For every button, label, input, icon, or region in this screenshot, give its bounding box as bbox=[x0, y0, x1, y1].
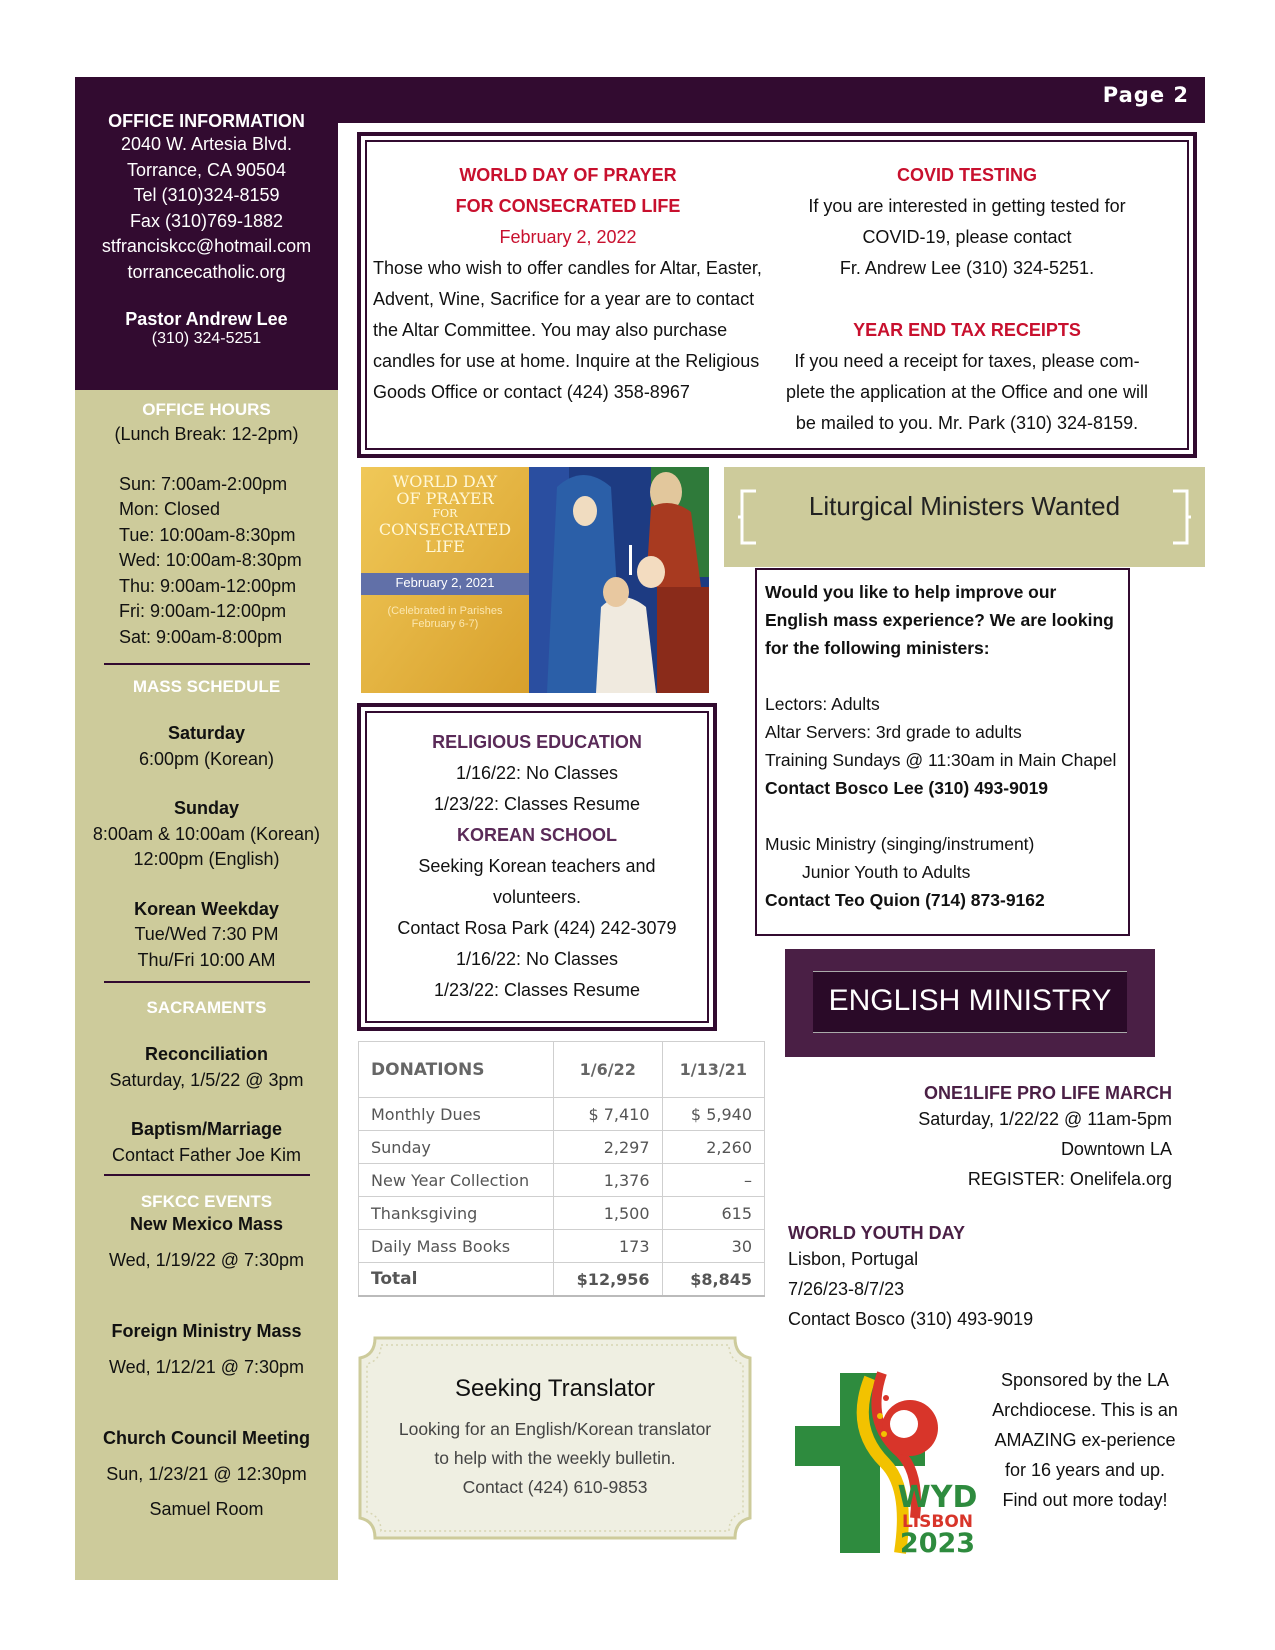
wyd-logo-text: 2023 bbox=[899, 1528, 976, 1559]
prayer-title1: WORLD DAY OF PRAYER bbox=[459, 165, 677, 185]
image-title-line: LIFE bbox=[425, 537, 465, 556]
korean-school-line: 1/16/22: No Classes bbox=[455, 949, 619, 969]
translator-line: Looking for an English/Korean translator bbox=[398, 1419, 712, 1439]
image-note bbox=[361, 605, 529, 631]
religious-education-inner bbox=[365, 711, 709, 1023]
office-title: OFFICE INFORMATION bbox=[108, 111, 305, 131]
image-note-line: February 6-7) bbox=[411, 618, 479, 630]
consecrated-life-image bbox=[361, 467, 709, 693]
event-name: New Mexico Mass bbox=[129, 1214, 284, 1234]
religious-ed-line: 1/23/22: Classes Resume bbox=[433, 794, 641, 814]
korean-school-title: KOREAN SCHOOL bbox=[456, 825, 617, 845]
english-ministry-banner bbox=[785, 949, 1155, 1057]
mass-schedule-title: MASS SCHEDULE bbox=[132, 677, 281, 696]
table-cell: 1,376 bbox=[554, 1164, 663, 1197]
table-cell: 615 bbox=[662, 1197, 764, 1230]
wyd-logo-text: WYD bbox=[897, 1480, 978, 1515]
wyd-line: 7/26/23-8/7/23 bbox=[788, 1279, 905, 1299]
prolife-line: Downtown LA bbox=[1060, 1139, 1172, 1159]
reconciliation: Reconciliation bbox=[144, 1044, 269, 1064]
liturgical-intro: Would you like to help improve our English mass experience? We are looking for the following ministers: bbox=[765, 582, 1114, 658]
korean-school-line: volunteers. bbox=[492, 887, 582, 907]
wyd-title: WORLD YOUTH DAY bbox=[788, 1223, 966, 1243]
covid-section bbox=[767, 160, 1167, 439]
liturgical-music: Music Ministry (singing/instrument) bbox=[765, 834, 1035, 854]
divider bbox=[104, 663, 310, 665]
office-hours-title: OFFICE HOURS bbox=[142, 400, 271, 419]
table-row bbox=[359, 1197, 765, 1230]
liturgical-box bbox=[755, 568, 1130, 936]
covid-line: Fr. Andrew Lee (310) 324-5251. bbox=[839, 258, 1095, 278]
image-title-line: CONSECRATED bbox=[378, 520, 512, 539]
religious-ed-title: RELIGIOUS EDUCATION bbox=[432, 732, 642, 752]
events-title: SFKCC EVENTS bbox=[140, 1192, 273, 1211]
prolife-title: ONE1LIFE PRO LIFE MARCH bbox=[923, 1083, 1172, 1103]
english-ministry-inner bbox=[813, 971, 1127, 1033]
table-cell: $ 5,940 bbox=[662, 1098, 764, 1131]
baptism-contact: Contact Father Joe Kim bbox=[111, 1144, 302, 1165]
announcements-box bbox=[357, 132, 1197, 458]
pastor-name: Pastor Andrew Lee bbox=[125, 309, 288, 329]
table-cell: Total bbox=[359, 1263, 554, 1297]
table-row bbox=[359, 1164, 765, 1197]
prolife-line: Saturday, 1/22/22 @ 11am-5pm bbox=[918, 1109, 1172, 1129]
image-title-line: FOR bbox=[432, 507, 458, 520]
mass-sunday-time1: 8:00am & 10:00am (Korean) bbox=[92, 823, 321, 844]
translator-line: Contact (424) 610-9853 bbox=[462, 1477, 648, 1497]
office-website[interactable]: torrancecatholic.org bbox=[127, 261, 286, 282]
korean-school-line: Contact Rosa Park (424) 242-3079 bbox=[397, 918, 677, 938]
table-cell: 2,260 bbox=[662, 1131, 764, 1164]
hours-day: Sun: 7:00am-2:00pm bbox=[119, 473, 288, 494]
hours-day: Wed: 10:00am-8:30pm bbox=[119, 550, 302, 570]
tax-line: If you need a receipt for taxes, please com- bbox=[794, 351, 1140, 371]
event-place: Samuel Room bbox=[149, 1499, 264, 1519]
table-total-row bbox=[359, 1263, 765, 1297]
office-address2: Torrance, CA 90504 bbox=[126, 159, 287, 180]
office-fax: Fax (310)769-1882 bbox=[129, 210, 284, 231]
liturgical-title: Liturgical Ministers Wanted bbox=[808, 491, 1121, 521]
office-hours-list bbox=[75, 472, 338, 651]
translator-text bbox=[355, 1415, 755, 1502]
liturgical-servers: Altar Servers: 3rd grade to adults bbox=[765, 722, 1022, 742]
covid-line: COVID-19, please contact bbox=[862, 227, 1072, 247]
table-cell: Sunday bbox=[359, 1131, 554, 1164]
wyd-line: Contact Bosco (310) 493-9019 bbox=[788, 1309, 1034, 1329]
table-header: 1/13/21 bbox=[662, 1042, 764, 1098]
table-header-row bbox=[359, 1042, 765, 1098]
mass-saturday: Saturday bbox=[167, 723, 246, 743]
hours-day: Sat: 9:00am-8:00pm bbox=[119, 626, 283, 647]
hours-day: Mon: Closed bbox=[119, 499, 221, 519]
image-title-line: OF PRAYER bbox=[396, 489, 494, 508]
wyd-sponsor-text: Sponsored by the LA Archdiocese. This is an AMAZING ex-perience for 16 years and up. Find out more today! bbox=[992, 1370, 1178, 1510]
table-header: 1/6/22 bbox=[554, 1042, 663, 1098]
table-cell: 173 bbox=[554, 1230, 663, 1263]
office-email[interactable]: stfranciskcc@hotmail.com bbox=[101, 236, 312, 256]
mass-weekday: Korean Weekday bbox=[134, 898, 279, 919]
table-cell: New Year Collection bbox=[359, 1164, 554, 1197]
hours-day: Thu: 9:00am-12:00pm bbox=[119, 575, 297, 596]
table-cell: 1,500 bbox=[554, 1197, 663, 1230]
event-time: Sun, 1/23/21 @ 12:30pm bbox=[106, 1463, 307, 1484]
mass-weekday-time2: Thu/Fri 10:00 AM bbox=[137, 949, 276, 970]
covid-title: COVID TESTING bbox=[896, 165, 1037, 185]
liturgical-training: Training Sundays @ 11:30am in Main Chapel bbox=[765, 750, 1117, 770]
event-time: Wed, 1/12/21 @ 7:30pm bbox=[108, 1356, 305, 1377]
table-cell: – bbox=[662, 1164, 764, 1197]
table-cell: $12,956 bbox=[554, 1263, 663, 1297]
liturgical-contact: Contact Bosco Lee (310) 493-9019 bbox=[765, 778, 1049, 798]
prayer-title2: FOR CONSECRATED LIFE bbox=[455, 196, 681, 216]
translator-box bbox=[355, 1333, 755, 1543]
covid-line: If you are interested in getting tested for bbox=[808, 196, 1126, 216]
sidebar bbox=[75, 390, 338, 1580]
divider bbox=[104, 1174, 310, 1176]
table-row bbox=[359, 1230, 765, 1263]
announcements-inner bbox=[365, 140, 1189, 450]
liturgical-music-ages: Junior Youth to Adults bbox=[802, 862, 971, 882]
image-caption bbox=[361, 473, 529, 555]
table-cell: $ 7,410 bbox=[554, 1098, 663, 1131]
wyd-line: Lisbon, Portugal bbox=[788, 1249, 919, 1269]
page-number: Page 2 bbox=[1102, 83, 1189, 107]
image-note-line: (Celebrated in Parishes bbox=[387, 605, 503, 617]
tax-line: plete the application at the Office and one will bbox=[786, 382, 1148, 402]
table-cell: 30 bbox=[662, 1230, 764, 1263]
table-cell: Thanksgiving bbox=[359, 1197, 554, 1230]
event-name: Church Council Meeting bbox=[103, 1428, 310, 1448]
prayer-body: Those who wish to offer candles for Altar, Easter, Advent, Wine, Sacrifice for a year are to contact the Altar Committee. You may also purchase candles for use at home. Inquire at the Religious Goods Office or contact (424) 358-8967 bbox=[373, 258, 762, 402]
korean-school-line: Seeking Korean teachers and bbox=[418, 856, 656, 876]
prayer-date: February 2, 2022 bbox=[499, 227, 637, 247]
tax-line: be mailed to you. Mr. Park (310) 324-8159. bbox=[795, 413, 1139, 433]
image-date: February 2, 2021 bbox=[395, 575, 495, 590]
translator-line: to help with the weekly bulletin. bbox=[434, 1448, 676, 1468]
religious-ed-line: 1/16/22: No Classes bbox=[455, 763, 619, 783]
event-time: Wed, 1/19/22 @ 7:30pm bbox=[108, 1249, 305, 1270]
wyd-section bbox=[788, 1223, 1168, 1334]
english-ministry-title: ENGLISH MINISTRY bbox=[828, 984, 1112, 1017]
table-header: DONATIONS bbox=[359, 1042, 554, 1098]
prolife-line[interactable]: REGISTER: Onelifela.org bbox=[967, 1169, 1172, 1189]
mass-weekday-time1: Tue/Wed 7:30 PM bbox=[134, 924, 279, 944]
office-address1: 2040 W. Artesia Blvd. bbox=[120, 134, 293, 154]
wyd-logo bbox=[790, 1368, 980, 1560]
liturgical-contact: Contact Teo Quion (714) 873-9162 bbox=[765, 890, 1045, 910]
office-information bbox=[75, 77, 338, 390]
divider bbox=[104, 981, 310, 983]
liturgical-lectors: Lectors: Adults bbox=[765, 694, 880, 714]
tax-title: YEAR END TAX RECEIPTS bbox=[853, 320, 1081, 340]
table-cell: Daily Mass Books bbox=[359, 1230, 554, 1263]
event-name: Foreign Ministry Mass bbox=[111, 1321, 302, 1341]
table-cell: 2,297 bbox=[554, 1131, 663, 1164]
translator-title: Seeking Translator bbox=[454, 1375, 656, 1402]
table-cell: Monthly Dues bbox=[359, 1098, 554, 1131]
office-tel: Tel (310)324-8159 bbox=[133, 185, 280, 205]
prayer-section bbox=[373, 160, 763, 408]
pastor-phone: (310) 324-5251 bbox=[151, 330, 262, 347]
mass-saturday-time: 6:00pm (Korean) bbox=[138, 748, 275, 769]
wyd-logo-text: LISBON bbox=[901, 1512, 974, 1532]
lunch-break: (Lunch Break: 12-2pm) bbox=[114, 424, 299, 444]
reconciliation-time: Saturday, 1/5/22 @ 3pm bbox=[109, 1069, 304, 1090]
religious-education-box bbox=[357, 703, 717, 1031]
mass-sunday-time2: 12:00pm (English) bbox=[133, 849, 280, 869]
mass-sunday: Sunday bbox=[173, 798, 239, 818]
image-title-line: WORLD DAY bbox=[392, 472, 498, 491]
liturgical-header bbox=[724, 467, 1205, 567]
baptism-marriage: Baptism/Marriage bbox=[130, 1119, 283, 1139]
sacraments-title: SACRAMENTS bbox=[146, 998, 267, 1017]
prolife-section bbox=[780, 1083, 1172, 1194]
table-cell: $8,845 bbox=[662, 1263, 764, 1297]
table-row bbox=[359, 1098, 765, 1131]
hours-day: Tue: 10:00am-8:30pm bbox=[119, 524, 296, 545]
hours-day: Fri: 9:00am-12:00pm bbox=[119, 601, 287, 621]
korean-school-line: 1/23/22: Classes Resume bbox=[433, 980, 641, 1000]
table-row bbox=[359, 1131, 765, 1164]
donations-table bbox=[358, 1041, 765, 1297]
